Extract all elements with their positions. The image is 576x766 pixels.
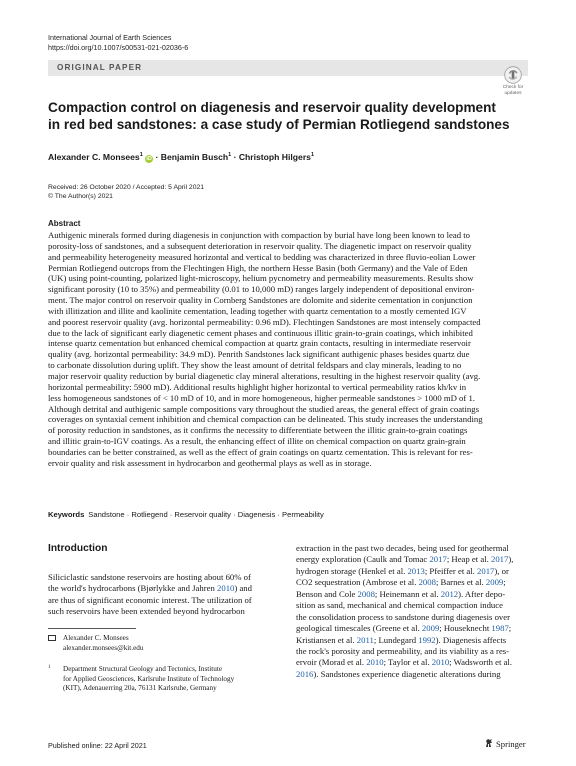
citation-year-link[interactable]: 2008 (418, 577, 436, 588)
citation-year-link[interactable]: 1992 (418, 634, 436, 645)
abstract-line: and permeability heterogeneity measured horizontal and vertical to bedding was characterized in three fluvio-eolian Lower (48, 251, 476, 262)
copyright-notice: © The Author(s) 2021 (48, 193, 113, 201)
abstract-body (48, 230, 528, 469)
body-line: extraction in the past two decades, being used for geothermal (296, 543, 509, 553)
keywords (48, 510, 324, 519)
body-line: Siliciclastic sandstone reservoirs are hosting about 60% of (48, 572, 251, 582)
citation-year-link[interactable]: 2010 (431, 657, 450, 668)
body-line: are thus of significant economic interest. The utilization of (48, 594, 252, 605)
body-line: hydrogen storage (Henkel et al. 2013; Pfeiffer et al. 2017), or (296, 565, 509, 576)
article-type-banner (48, 60, 528, 76)
citation-year-link[interactable]: 2016 (296, 668, 314, 679)
abstract-line: of porosity reduction in sandstones, as it confirms the necessity to differentiate between the illitic grain-to-grain coatings (48, 425, 468, 436)
body-line: CO2 sequestration (Ambrose et al. 2008; Barnes et al. 2009; (296, 577, 506, 588)
received-accepted-dates: Received: 26 October 2020 / Accepted: 5 April 2021 (48, 184, 205, 191)
article-type-label: ORIGINAL PAPER (57, 63, 143, 72)
abstract-line: coverages on syntaxial cement inhibition and chemical compaction can be delineated. This study increases the understanding (48, 414, 483, 425)
affiliation-number: 1 (48, 665, 51, 670)
check-updates-icon (504, 66, 522, 84)
body-line: the consolidation process to sandstone during diagenesis over (296, 611, 511, 622)
abstract-heading: Abstract (48, 219, 81, 228)
affiliation-line: (KIT), Adenauerring 20a, 76131 Karlsruhe, Germany (63, 684, 217, 693)
abstract-line: porosity-loss of sandstones, and a subsequent deterioration in reservoir quality. The diagenetic impact on reservoir quality (48, 240, 472, 251)
abstract-line: (UK) using point-counting, polarized light-microscopy, helium pycnometry and permeability measurements. Results show (48, 273, 474, 284)
body-line: Benson and Cole 2008; Heinemann et al. 2012). After depo- (296, 588, 506, 599)
check-for-updates-badge[interactable] (498, 66, 528, 96)
body-line: such reservoirs have been extended beyond hydrocarbon (48, 606, 245, 617)
introduction-left-column (48, 572, 280, 618)
corresponding-author-email[interactable]: alexander.monsees@kit.edu (63, 643, 144, 652)
body-line: the world's hydrocarbons (Bjørlykke and Jahren 2010) and (48, 583, 252, 594)
abstract-line: to carbonate dissolution during uplift. They show the least amount of detrital feldspars and clay minerals, leading to no (48, 360, 462, 371)
article-dates (48, 183, 204, 201)
published-online-date: Published online: 22 April 2021 (48, 741, 147, 750)
title-line: Compaction control on diagenesis and reservoir quality development (48, 100, 496, 115)
abstract-line: and illitic grain-to-IGV coatings. As a result, the enhancing effect of illite on chemical compaction on quartz grain-grain (48, 436, 466, 447)
corresponding-author-name: Alexander C. Monsees (63, 634, 129, 642)
author-name[interactable]: Benjamin Busch (160, 151, 229, 162)
abstract-line: and poorest reservoir quality (avg. horizontal permeability: 0.96 mD). Flechtingen Sandstones are most intensely compacted (48, 316, 481, 327)
journal-header (48, 33, 188, 53)
abstract-line: Although detrital and authigenic sample compositions vary throughout the studied areas, the general effect of grain coatings (48, 403, 479, 414)
citation-year-link[interactable]: 2012 (440, 588, 459, 599)
check-updates-line-1: Check for (502, 85, 524, 90)
body-line: Kristiansen et al. 2011; Lundegard 1992). Diagenesis affects (296, 634, 507, 645)
introduction-right-column (296, 543, 528, 680)
article-title (48, 99, 518, 134)
journal-name: International Journal of Earth Sciences (48, 33, 172, 42)
citation-year-link[interactable]: 2017 (490, 554, 509, 565)
author-separator: · (153, 151, 161, 162)
citation-year-link[interactable]: 2017 (429, 554, 447, 565)
body-line: energy exploration (Caulk and Tomac 2017; Heap et al. 2017), (296, 554, 514, 565)
body-line: sition as sand, mechanical and chemical compaction induce (296, 600, 503, 611)
citation-year-link[interactable]: 2011 (356, 634, 374, 645)
publisher-logo (484, 738, 526, 749)
citation-year-link[interactable]: 2013 (407, 565, 425, 576)
abstract-line: significant porosity (10 to 35%) and permeability (0.01 to 10,000 mD) ranges largely independent of depositional environ- (48, 284, 475, 295)
keywords-label: Keywords (48, 510, 85, 519)
orcid-icon[interactable]: iD (146, 155, 152, 162)
body-line: geological timescales (Greene et al. 2009; Houseknecht 1987; (296, 623, 512, 634)
publisher-name: Springer (496, 739, 526, 749)
abstract-line: ervoir quality and risk assessment in hydrocarbon and geothermal plays as well as in storage. (48, 457, 372, 468)
citation-year-link[interactable]: 2017 (477, 565, 495, 576)
title-line: in red bed sandstones: a case study of Permian Rotliegend sandstones (48, 117, 510, 133)
doi-link[interactable]: https://doi.org/10.1007/s00531-021-02036-6 (48, 43, 189, 52)
abstract-line: Authigenic minerals formed during diagenesis in conjunction with compaction by burial have long been known to lead to (48, 230, 470, 240)
abstract-line: less homogeneous sandstones of < 10 mD of 10, and in more homogeneous, higher permeable sandstones > 1000 mD of 1. (48, 392, 475, 403)
body-line: the rock's porosity and permeability, and its viability as a res- (296, 645, 510, 656)
author-affiliation-marker: 1 (139, 152, 143, 158)
author-separator: · (231, 151, 239, 162)
footnote-divider (48, 628, 136, 629)
affiliation-line: Department Structural Geology and Tectonics, Institute (63, 665, 223, 673)
abstract-line: Permian Rotliegend outcrops from the Flechtingen High, the northern Hesse Basin (both Germany) and the Vale of Eden (48, 262, 468, 273)
abstract-line: due to the lack of significant early diagenetic cement phases and continuous illitic grain-to-grain coatings, which inhibited (48, 327, 473, 338)
abstract-line: ment. The major control on reservoir quality in Cornberg Sandstones are dolomite and siderite cementation in conjunction (48, 295, 473, 306)
envelope-icon (48, 635, 56, 641)
abstract-line: boundaries can be better constrained, as well as the effect of grain coatings on quartz cementation. This is relevant for res- (48, 446, 473, 457)
author-name[interactable]: Alexander C. Monsees (48, 151, 140, 162)
author-affiliation-marker: 1 (228, 152, 232, 158)
author-name[interactable]: Christoph Hilgers (238, 151, 311, 162)
citation-year-link[interactable]: 2010 (366, 657, 384, 668)
check-updates-line-2: updates (504, 91, 522, 97)
keywords-list: Sandstone · Rotliegend · Reservoir quality · Diagenesis · Permeability (88, 510, 324, 519)
author-affiliation-marker: 1 (310, 152, 315, 158)
abstract-line: major reservoir quality reduction by burial diagenetic clay mineral alterations, resulting in the highest reservoir quality (avg. (48, 370, 481, 381)
body-line: 2016). Sandstones experience diagenetic alterations during (296, 668, 501, 679)
introduction-heading: Introduction (48, 543, 108, 554)
author-list (48, 150, 314, 163)
abstract-line: quality (avg. horizontal permeability: 34.9 mD). Penrith Sandstones lack significant authigenic phases besides quartz due (48, 349, 470, 360)
citation-year-link[interactable]: 1987 (491, 623, 509, 634)
citation-year-link[interactable]: 2008 (357, 588, 375, 599)
citation-year-link[interactable]: 2010 (217, 583, 235, 594)
affiliation-line: for Applied Geosciences, Karlsruhe Institute of Technology (63, 674, 235, 683)
abstract-line: intense quartz cementation but enhanced chemical compaction at quartz grain contacts, resulting in intermediate reservoir (48, 338, 471, 349)
body-line: ervoir (Morad et al. 2010; Taylor et al. 2010; Wadsworth et al. (296, 657, 513, 668)
citation-year-link[interactable]: 2009 (485, 577, 504, 588)
abstract-line: with illitization and illite and kaolinite cementation, leading together with quartz cementation to a mostly cemented IGV (48, 305, 467, 316)
citation-year-link[interactable]: 2009 (421, 623, 440, 634)
abstract-line: horizontal permeability: 5900 mD). Additional results highlight higher horizontal to vertical permeability ratios kh/kv in (48, 381, 467, 392)
springer-horse-icon (484, 738, 494, 748)
